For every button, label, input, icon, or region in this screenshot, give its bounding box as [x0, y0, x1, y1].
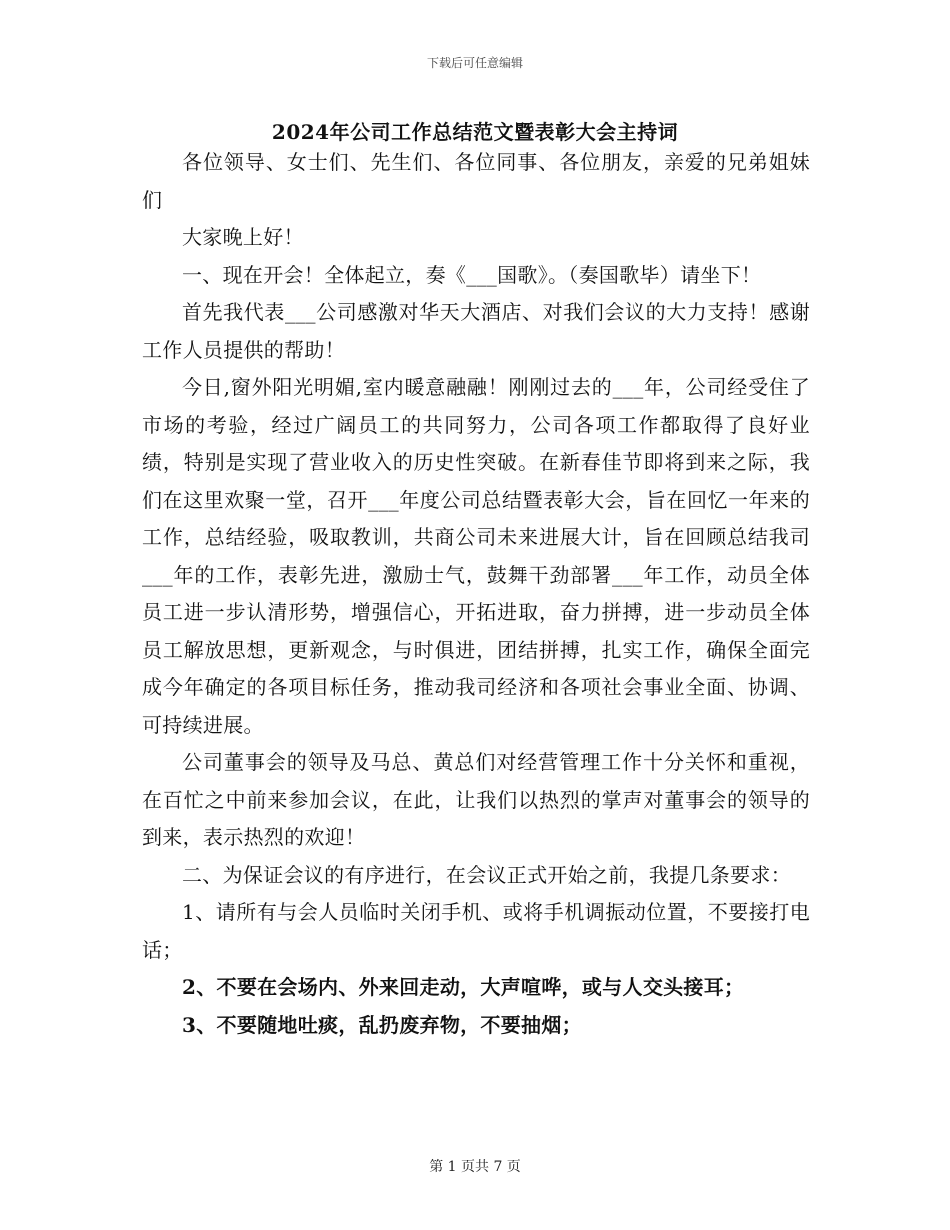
- document-body: [142, 144, 810, 1044]
- header-note: 下载后可任意编辑: [426, 56, 523, 70]
- paragraph-thanks: 首先我代表___公司感激对华天大酒店、对我们会议的大力支持！感谢工作人员提供的帮助！: [142, 300, 810, 362]
- page-number: 第 1 页共 7 页: [429, 1159, 521, 1175]
- document-title: 2024年公司工作总结范文暨表彰大会主持词: [271, 120, 679, 144]
- paragraph-greeting: 各位领导、女士们、先生们、各位同事、各位朋友，亲爱的兄弟姐妹们: [142, 150, 810, 212]
- requirement-item-1: 1、请所有与会人员临时关闭手机、或将手机调振动位置，不要接打电话；: [142, 900, 810, 962]
- paragraph-welcome-leaders: 公司董事会的领导及马总、黄总们对经营管理工作十分关怀和重视，在百忙之中前来参加会议，在此，让我们以热烈的掌声对董事会的领导的到来，表示热烈的欢迎！: [142, 750, 810, 849]
- requirement-item-3: 3、不要随地吐痰，乱扔废弃物，不要抽烟；: [182, 1012, 582, 1037]
- paragraph-review: 今日,窗外阳光明媚,室内暖意融融！刚刚过去的___年，公司经受住了市场的考验，经过广阔员工的共同努力，公司各项工作都取得了良好业绩，特别是实现了营业收入的历史性突破。在新春佳节即将到来之际，我们在这里欢聚一堂，召开___年度公司总结暨表彰大会，旨在回忆一年来的工作，总结经验，吸取教训，共商公司未来进展大计，旨在回顾总结我司___年的工作，表彰先进，激励士气，鼓舞干劲部署___年工作，动员全体员工进一步认清形势，增强信心，开拓进取，奋力拼搏，进一步动员全体员工解放思想，更新观念，与时俱进，团结拼搏，扎实工作，确保全面完成今年确定的各项目标任务，推动我司经济和各项社会事业全面、协调、可持续进展。: [142, 375, 810, 737]
- paragraph-good-evening: 大家晚上好！: [182, 225, 304, 249]
- requirement-item-2: 2、不要在会场内、外来回走动，大声喧哗，或与人交头接耳；: [182, 975, 745, 999]
- paragraph-requirements-intro: 二、为保证会议的有序进行，在会议正式开始之前，我提几条要求：: [182, 862, 791, 887]
- paragraph-opening: 一、现在开会！全体起立，奏《___国歌》。（奏国歌毕）请坐下！: [182, 262, 762, 287]
